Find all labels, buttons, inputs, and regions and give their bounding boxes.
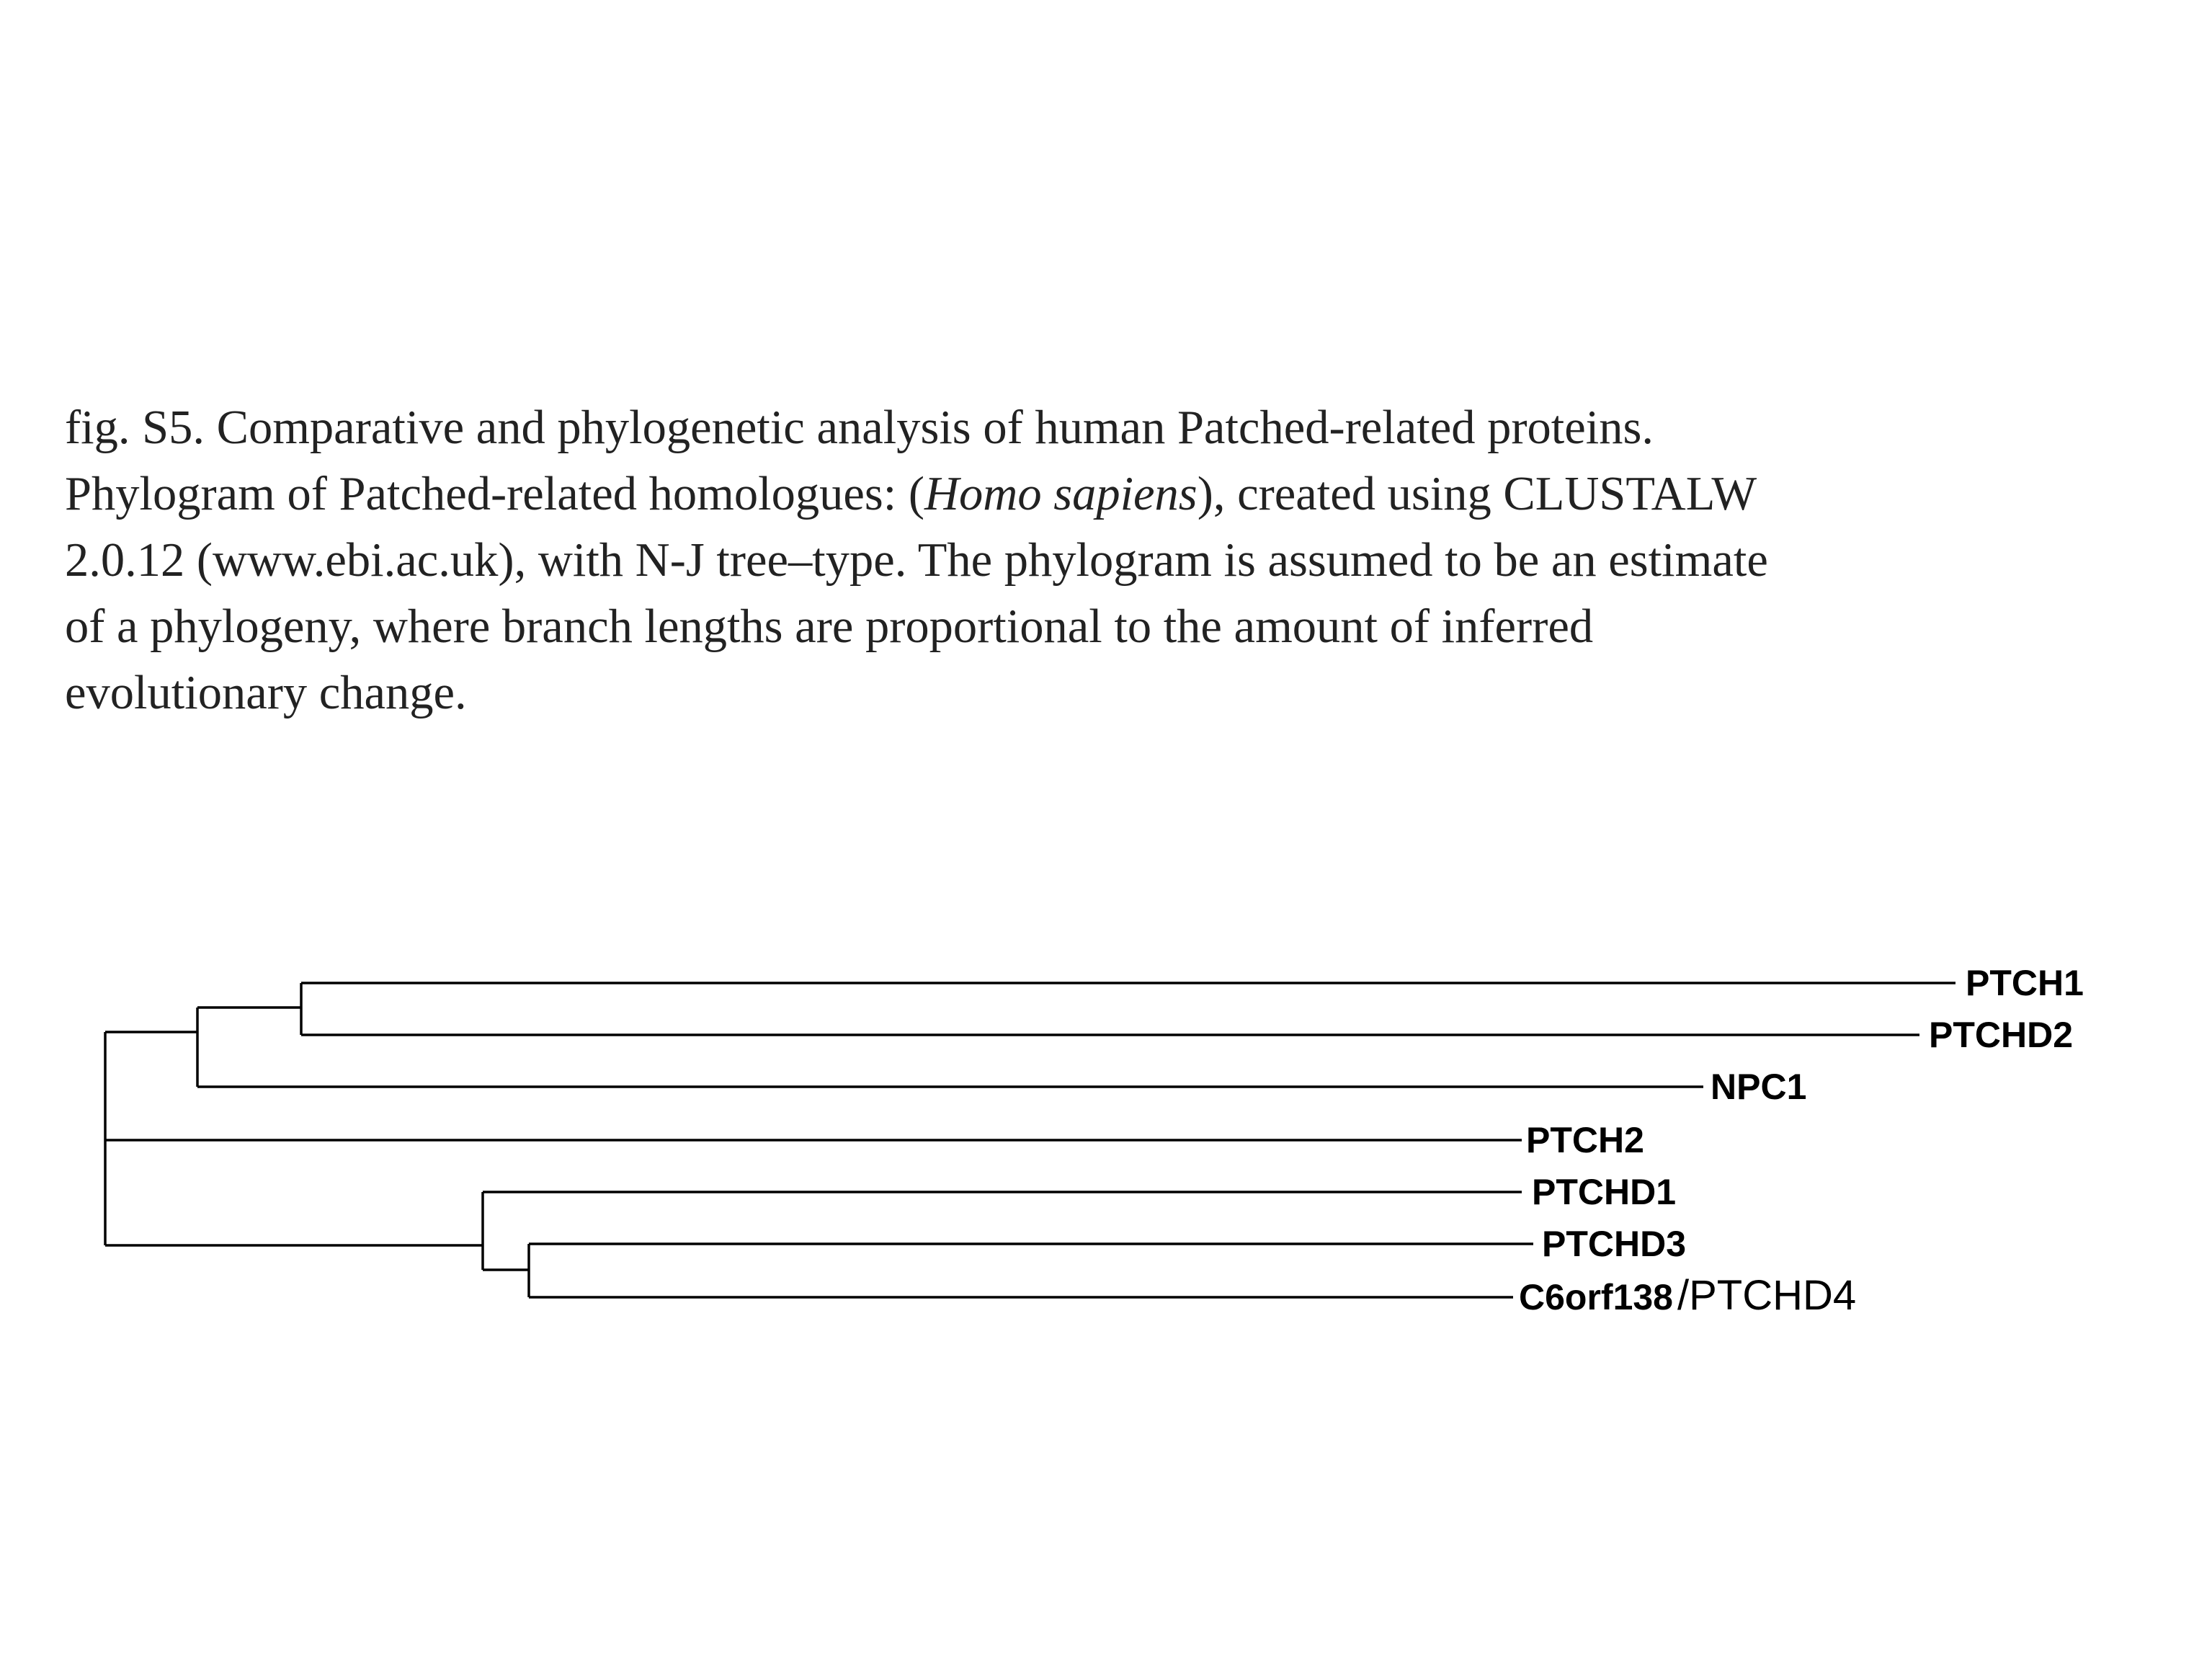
leaf-labels: [1519, 963, 2084, 1319]
caption-line-1: fig. S5. Comparative and phylogenetic analysis of human Patched-related proteins.: [65, 401, 1654, 454]
species-name: Homo sapiens: [924, 468, 1198, 520]
caption-line-2-end: ), created using CLUSTALW: [1197, 468, 1757, 520]
leaf-label-ptch1: PTCH1: [1966, 963, 2084, 1003]
leaf-label-npc1: NPC1: [1711, 1067, 1807, 1107]
caption-line-4: of a phylogeny, where branch lengths are proportional to the amount of inferred: [65, 600, 1594, 653]
leaf-label-ptch2: PTCH2: [1526, 1120, 1644, 1160]
caption-line-3: 2.0.12 (www.ebi.ac.uk), with N-J tree–type. The phylogram is assumed to be an estimate: [65, 534, 1768, 587]
caption-line-5: evolutionary change.: [65, 667, 467, 719]
leaf-label-ptchd4-suffix: /PTCHD4: [1677, 1272, 1857, 1319]
leaf-label-ptchd1: PTCHD1: [1532, 1172, 1677, 1212]
caption-line-2-start: Phylogram of Patched-related homologues: (: [65, 468, 925, 520]
leaf-label-c6orf138-main: C6orf138: [1519, 1277, 1673, 1317]
leaf-label-c6orf138: [1519, 1272, 1856, 1319]
leaf-label-ptchd3: PTCHD3: [1542, 1224, 1687, 1264]
leaf-label-ptchd2: PTCHD2: [1929, 1015, 2074, 1055]
